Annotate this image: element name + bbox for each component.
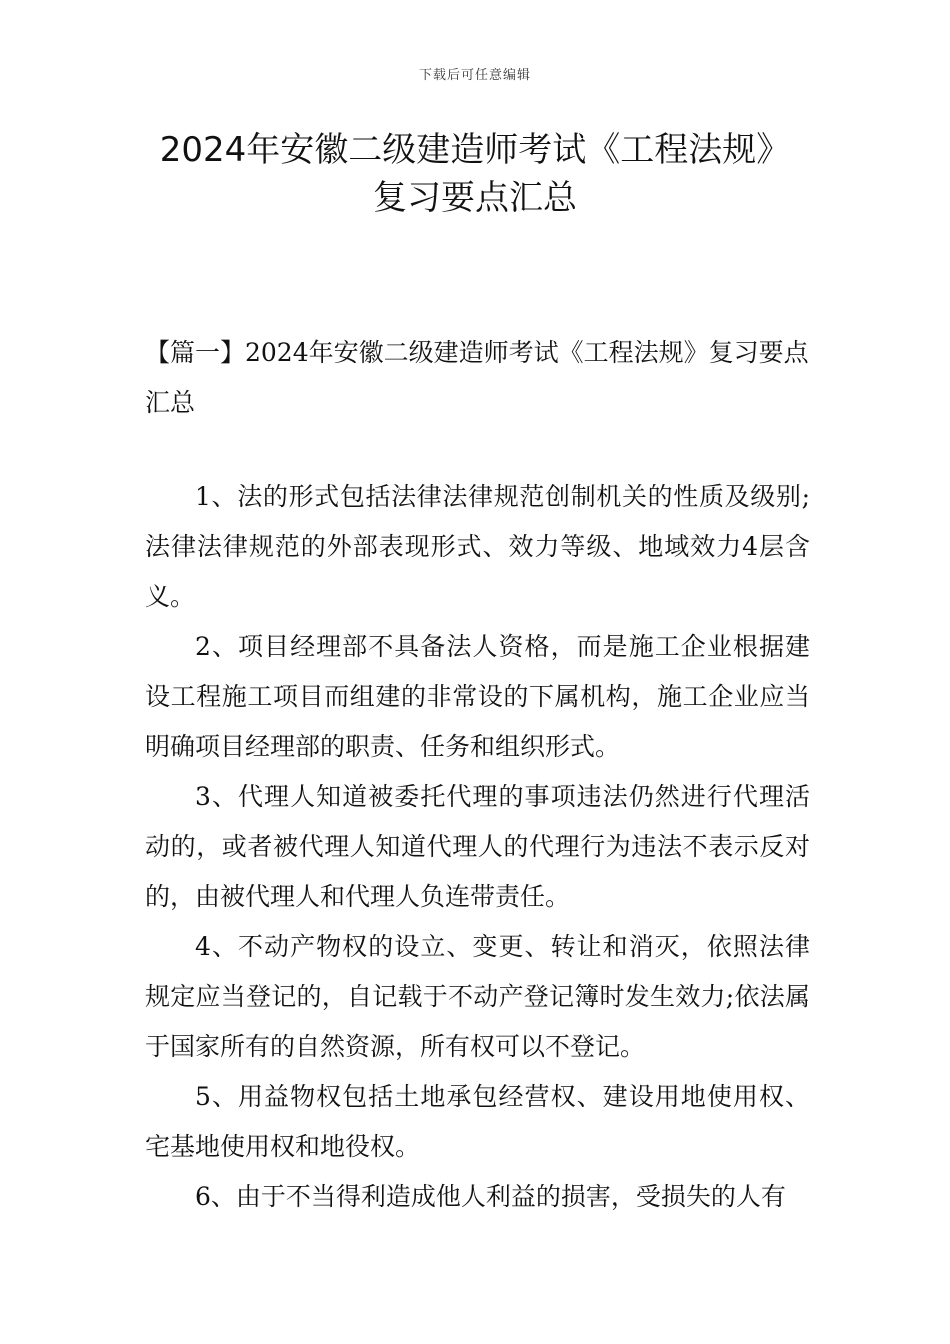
- document-title-line-2: 复习要点汇总: [373, 178, 577, 218]
- document-title-line-1: 2024年安徽二级建造师考试《工程法规》: [159, 130, 791, 170]
- section-heading: 【篇一】2024年安徽二级建造师考试《工程法规》复习要点汇总: [145, 338, 809, 417]
- paragraph-6: 6、由于不当得利造成他人利益的损害，受损失的人有: [195, 1182, 786, 1211]
- document-body: [145, 472, 810, 1222]
- paragraph-5: 5、用益物权包括土地承包经营权、建设用地使用权、宅基地使用权和地役权。: [145, 1082, 810, 1161]
- header-note: 下载后可任意编辑: [418, 68, 531, 83]
- paragraph-3: 3、代理人知道被委托代理的事项违法仍然进行代理活动的，或者被代理人知道代理人的代理行为违法不表示反对的，由被代理人和代理人负连带责任。: [145, 782, 810, 911]
- paragraph-4: 4、不动产物权的设立、变更、转让和消灭，依照法律规定应当登记的，自记载于不动产登记簿时发生效力;依法属于国家所有的自然资源，所有权可以不登记。: [145, 932, 810, 1061]
- paragraph-1: 1、法的形式包括法律法律规范创制机关的性质及级别;法律法律规范的外部表现形式、效力等级、地域效力4层含义。: [145, 482, 810, 611]
- document-title: [95, 126, 855, 222]
- paragraph-2: 2、项目经理部不具备法人资格，而是施工企业根据建设工程施工项目而组建的非常设的下属机构，施工企业应当明确项目经理部的职责、任务和组织形式。: [145, 632, 810, 761]
